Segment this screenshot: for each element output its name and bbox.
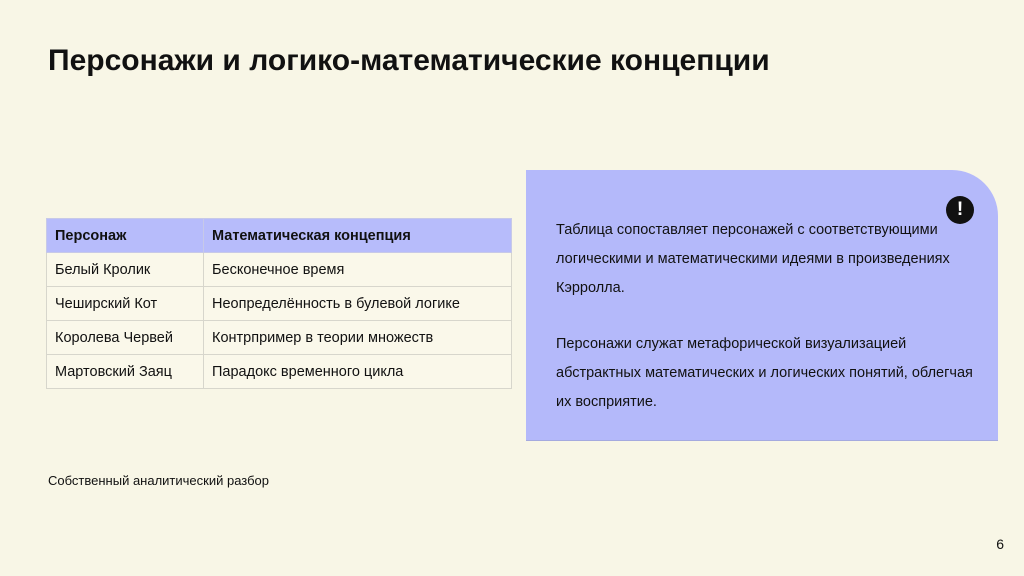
table-row: [47, 287, 512, 321]
summary-card: [526, 170, 998, 441]
table-row: [47, 355, 512, 389]
concepts-table: [46, 218, 512, 389]
page-number: 6: [996, 536, 1004, 552]
cell-concept: Контрпример в теории множеств: [204, 321, 512, 355]
cell-character: Белый Кролик: [47, 253, 204, 287]
summary-paragraph: Персонажи служат метафорической визуализацией абстрактных математических и логических понятий, облегчая их восприятие.: [556, 336, 973, 410]
table-header-row: [47, 219, 512, 253]
slide-title: Персонажи и логико-математические концепции: [48, 44, 770, 77]
summary-text: [556, 216, 984, 417]
cell-character: Мартовский Заяц: [47, 355, 204, 389]
cell-concept: Неопределённость в булевой логике: [204, 287, 512, 321]
table-row: [47, 253, 512, 287]
source-note: Собственный аналитический разбор: [48, 473, 269, 488]
cell-concept: Парадокс временного цикла: [204, 355, 512, 389]
exclamation-icon: !: [946, 196, 974, 224]
column-header-concept: Математическая концепция: [204, 219, 512, 253]
cell-concept: Бесконечное время: [204, 253, 512, 287]
cell-character: Чеширский Кот: [47, 287, 204, 321]
cell-character: Королева Червей: [47, 321, 204, 355]
summary-paragraph: Таблица сопоставляет персонажей с соответствующими логическими и математическими идеями в произведениях Кэрролла.: [556, 222, 950, 296]
table-row: [47, 321, 512, 355]
column-header-character: Персонаж: [47, 219, 204, 253]
